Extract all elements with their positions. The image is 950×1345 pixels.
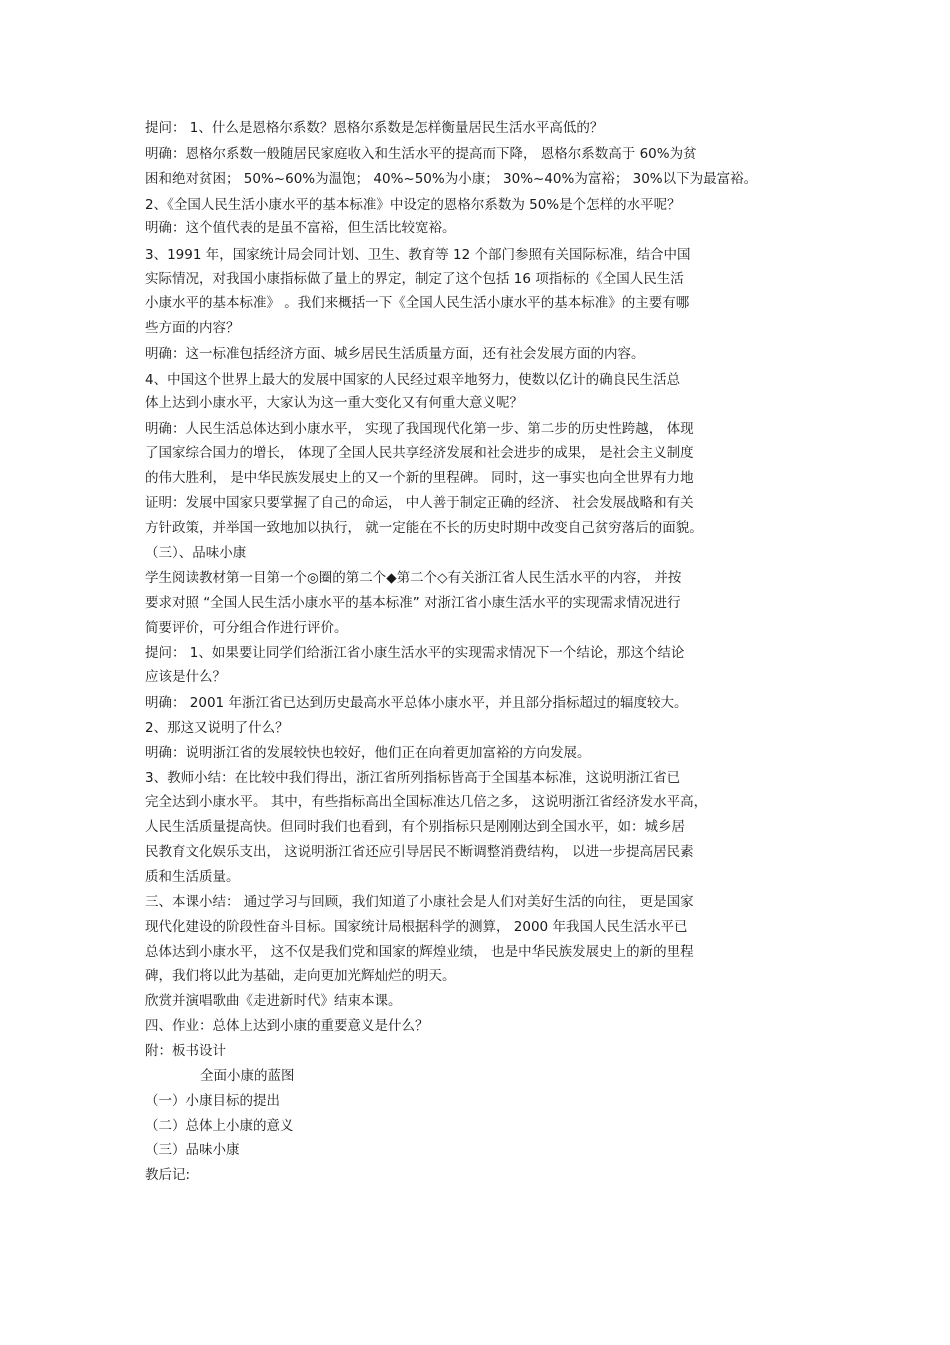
text-line: 应该是什么？ [145,669,226,685]
text-line: 完全达到小康水平。 其中，有些指标高出全国标准达几倍之多， 这说明浙江省经济发水平高， [145,794,708,810]
text-line: 明确：这一标准包括经济方面、城乡居民生活质量方面，还有社会发展方面的内容。 [145,346,645,362]
text-line: 现代化建设的阶段性奋斗目标。国家统计局根据科学的测算， 2000 年我国人民生活水平已 [145,919,688,935]
text-line: 学生阅读教材第一目第一个◎圈的第二个◆第二个◇有关浙江省人民生活水平的内容， 并按 [145,570,682,586]
board-item: （二）总体上小康的意义 [145,1118,294,1134]
text-line: 民教育文化娱乐支出， 这说明浙江省还应引导居民不断调整消费结构， 以进一步提高居民素 [145,844,694,860]
text-line: 的伟大胜利， 是中华民族发展史上的又一个新的里程碑。 同时，这一事实也向全世界有力地 [145,470,694,486]
text-line: 困和绝对贫困； 50%~60%为温饱； 40%~50%为小康； 30%~40%为富裕； 30%以下为最富裕。 [145,171,758,187]
text-line: 证明：发展中国家只要掌握了自己的命运， 中人善于制定正确的经济、 社会发展战略和有关 [145,495,694,511]
text-line: 方针政策，并举国一致地加以执行， 就一定能在不长的历史时期中改变自己贫穷落后的面貌。 [145,520,703,536]
text-line: 明确：说明浙江省的发展较快也较好，他们正在向着更加富裕的方向发展。 [145,745,591,761]
text-line: 明确：恩格尔系数一般随居民家庭收入和生活水平的提高而下降， 恩格尔系数高于 60%为贫 [145,146,697,162]
text-line: 人民生活质量提高快。但同时我们也看到，有个别指标只是刚刚达到全国水平，如：城乡居 [145,819,685,835]
text-line: 明确：人民生活总体达到小康水平， 实现了我国现代化第一步、第二步的历史性跨越， 体现 [145,421,694,437]
text-line: 4、中国这个世界上最大的发展中国家的人民经过艰辛地努力，使数以亿计的确良民生活总 [145,372,681,388]
board-item: （一）小康目标的提出 [145,1093,280,1109]
section-heading: （三）、品味小康 [145,545,247,561]
text-line: 3、教师小结：在比较中我们得出，浙江省所列指标皆高于全国基本标准，这说明浙江省已 [145,770,681,786]
text-line: 明确： 2001 年浙江省已达到历史最高水平总体小康水平，并且部分指标超过的辐度较大。 [145,695,688,711]
text-line: 附：板书设计 [145,1043,226,1059]
text-line: 三、本课小结： 通过学习与回顾，我们知道了小康社会是人们对美好生活的向往， 更是国家 [145,894,694,910]
text-line: 实际情况，对我国小康指标做了量上的界定，制定了这个包括 16 项指标的《全国人民生活 [145,271,684,287]
text-line: 提问： 1、如果要让同学们给浙江省小康生活水平的实现需求情况下一个结论，那这个结论 [145,645,685,661]
text-line: 四、作业：总体上达到小康的重要意义是什么？ [145,1018,429,1034]
text-line: 体上达到小康水平，大家认为这一重大变化又有何重大意义呢？ [145,395,523,411]
text-line: 明确：这个值代表的是虽不富裕，但生活比较宽裕。 [145,220,456,236]
text-line: 2、《全国人民生活小康水平的基本标准》中设定的恩格尔系数为 50%是个怎样的水平呢？ [145,197,681,213]
text-line: 要求对照 “全国人民生活小康水平的基本标准” 对浙江省小康生活水平的实现需求情况进行 [145,595,681,611]
text-line: 了国家综合国力的增长， 体现了全国人民共享经济发展和社会进步的成果， 是社会主义制度 [145,445,694,461]
text-line: 2、那这又说明了什么？ [145,720,289,736]
text-line: 提问： 1、什么是恩格尔系数？恩格尔系数是怎样衡量居民生活水平高低的？ [145,120,604,136]
text-line: 3、1991 年，国家统计局会同计划、卫生、教育等 12 个部门参照有关国际标准，结合中国 [145,247,691,263]
text-line: 些方面的内容？ [145,320,240,336]
board-item: （三）品味小康 [145,1142,240,1158]
text-line: 小康水平的基本标准》 。我们来概括一下《全国人民生活小康水平的基本标准》的主要有哪 [145,295,690,311]
text-line: 教后记: [145,1167,191,1183]
board-title: 全面小康的蓝图 [200,1068,295,1084]
text-line: 质和生活质量。 [145,869,240,885]
text-line: 简要评价，可分组合作进行评价。 [145,620,348,636]
text-line: 总体达到小康水平， 这不仅是我们党和国家的辉煌业绩， 也是中华民族发展史上的新的里程 [145,944,694,960]
text-line: 欣赏并演唱歌曲《走进新时代》结束本课。 [145,993,402,1009]
text-line: 碑，我们将以此为基础，走向更加光辉灿烂的明天。 [145,968,456,984]
